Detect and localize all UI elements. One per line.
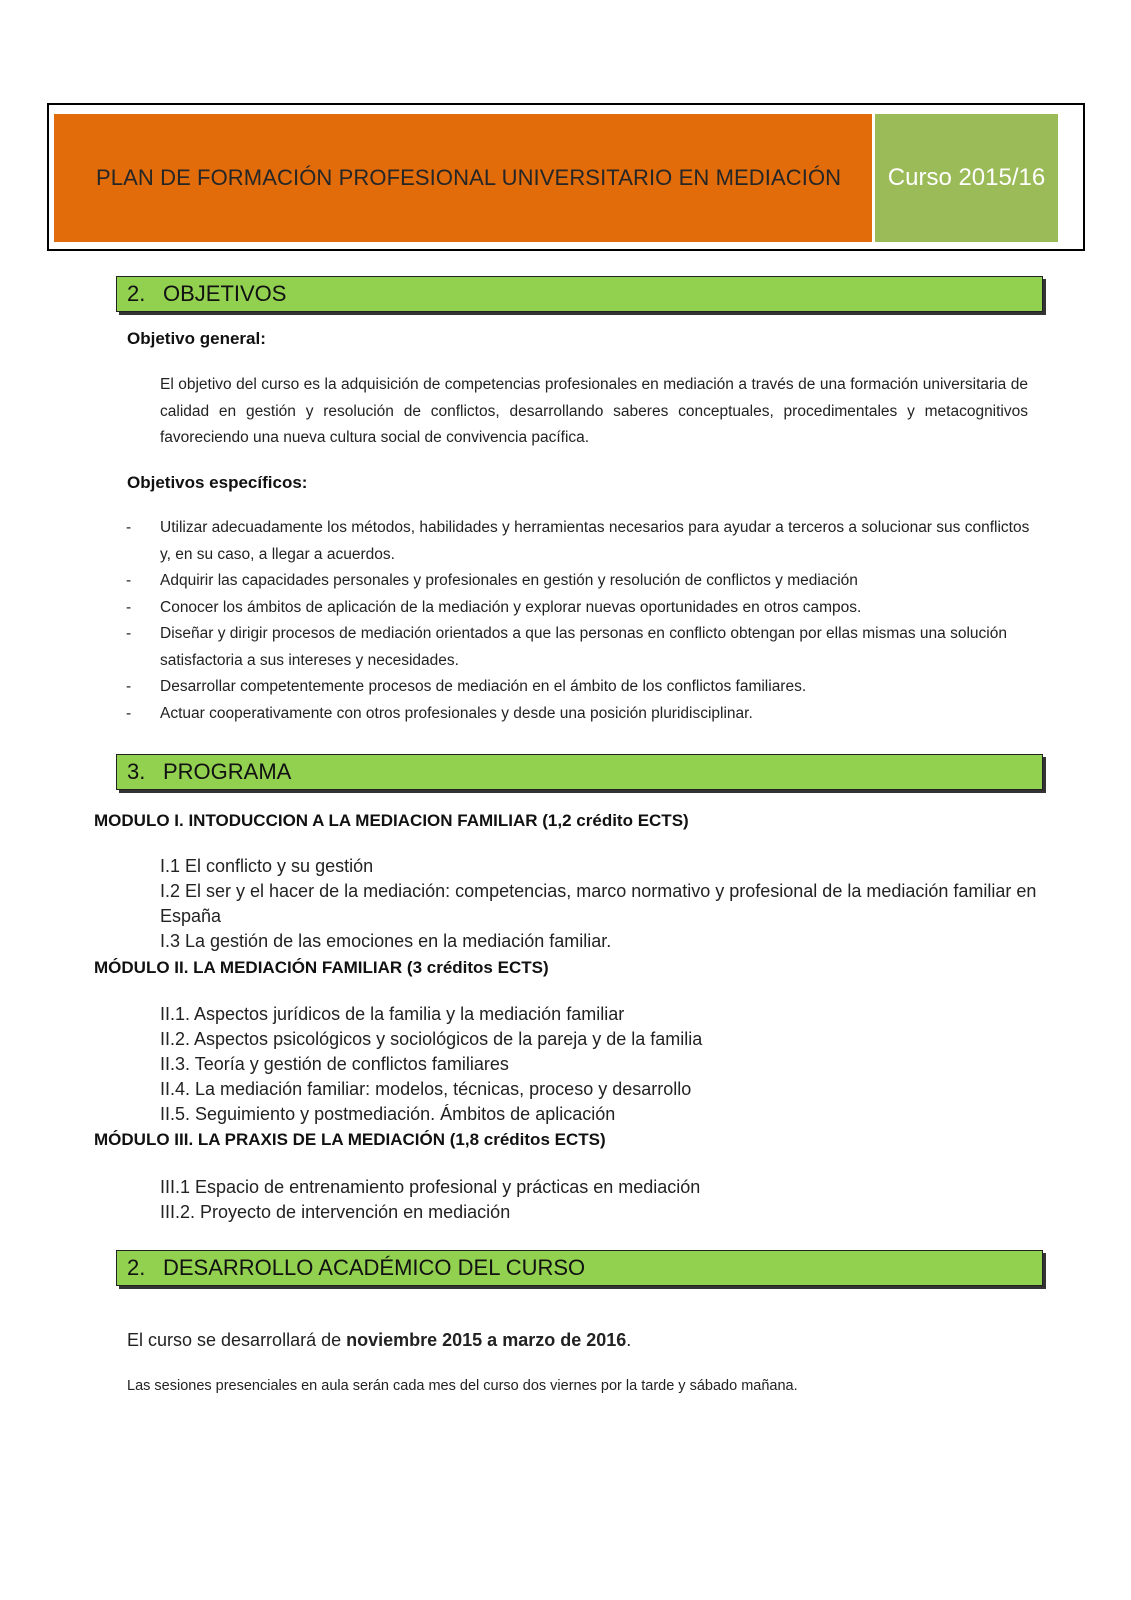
section-number: 3. [127, 759, 146, 784]
list-item: III.1 Espacio de entrenamiento profesional y prácticas en mediación [160, 1177, 701, 1197]
list-item: II.2. Aspectos psicológicos y sociológicos de la pareja y de la familia [160, 1029, 703, 1049]
list-item: III.2. Proyecto de intervención en mediación [160, 1202, 511, 1222]
sessions-info: Las sesiones presenciales en aula serán cada mes del curso dos viernes por la tarde y sábado mañana. [127, 1378, 798, 1394]
section-title: PROGRAMA [163, 759, 292, 784]
module-3-title: MÓDULO III. LA PRAXIS DE LA MEDIACIÓN (1,8 créditos ECTS) [94, 1130, 606, 1149]
list-item: - Actuar cooperativamente con otros profesionales y desde una posición pluridisciplinar. [126, 704, 753, 722]
module-3-list [160, 1175, 1040, 1225]
specific-objectives-list [124, 515, 1034, 727]
module-1-title: MODULO I. INTODUCCION A LA MEDIACION FAMILIAR (1,2 crédito ECTS) [94, 811, 689, 830]
section-heading-objetivos [116, 276, 1043, 312]
course-dates: El curso se desarrollará de noviembre 2015 a marzo de 2016. [127, 1330, 632, 1350]
list-item: I.1 El conflicto y su gestión [160, 856, 374, 876]
list-item: II.3. Teoría y gestión de conflictos familiares [160, 1054, 509, 1074]
section-number: 2. [127, 281, 146, 306]
course-year: Curso 2015/16 [875, 114, 1058, 242]
general-objective-label: Objetivo general: [127, 329, 266, 348]
list-item: - Diseñar y dirigir procesos de mediación orientados a que las personas en conflicto obtengan por ellas mismas una solución satisfactoria a sus intereses y necesidades. [126, 625, 1007, 669]
section-title: DESARROLLO ACADÉMICO DEL CURSO [163, 1255, 586, 1280]
list-item: II.4. La mediación familiar: modelos, técnicas, proceso y desarrollo [160, 1079, 692, 1099]
general-objective-text: El objetivo del curso es la adquisición de competencias profesionales en mediación a través de una formación universitaria de calidad en gestión y resolución de conflictos, desarrollando saberes conceptuales, procedimentales y metacognitivos favoreciendo una nueva cultura social de convivencia pacífica. [160, 376, 1028, 446]
course-date-range: noviembre 2015 a marzo de 2016 [346, 1330, 627, 1350]
section-heading-desarrollo [116, 1250, 1043, 1286]
module-2-list [160, 1002, 1040, 1127]
list-item: I.2 El ser y el hacer de la mediación: competencias, marco normativo y profesional de la mediación familiar en España [160, 881, 1037, 926]
list-item: - Utilizar adecuadamente los métodos, habilidades y herramientas necesarios para ayudar a terceros a solucionar sus conflictos y, en su caso, a llegar a acuerdos. [126, 519, 1030, 563]
document-title: PLAN DE FORMACIÓN PROFESIONAL UNIVERSITARIO EN MEDIACIÓN [54, 114, 872, 242]
section-title: OBJETIVOS [163, 281, 287, 306]
section-heading-programa [116, 754, 1043, 790]
specific-objectives-label: Objetivos específicos: [127, 473, 308, 492]
list-item: - Conocer los ámbitos de aplicación de la mediación y explorar nuevas oportunidades en otros campos. [126, 598, 862, 616]
module-2-title: MÓDULO II. LA MEDIACIÓN FAMILIAR (3 créditos ECTS) [94, 958, 549, 977]
module-1-list [160, 854, 1040, 954]
list-item: - Desarrollar competentemente procesos de mediación en el ámbito de los conflictos familiares. [126, 678, 807, 695]
header-frame [47, 103, 1085, 251]
list-item: II.1. Aspectos jurídicos de la familia y la mediación familiar [160, 1004, 625, 1024]
section-number: 2. [127, 1255, 146, 1280]
list-item: II.5. Seguimiento y postmediación. Ámbitos de aplicación [160, 1104, 616, 1124]
list-item: I.3 La gestión de las emociones en la mediación familiar. [160, 931, 612, 951]
list-item: - Adquirir las capacidades personales y profesionales en gestión y resolución de conflictos y mediación [126, 572, 858, 589]
